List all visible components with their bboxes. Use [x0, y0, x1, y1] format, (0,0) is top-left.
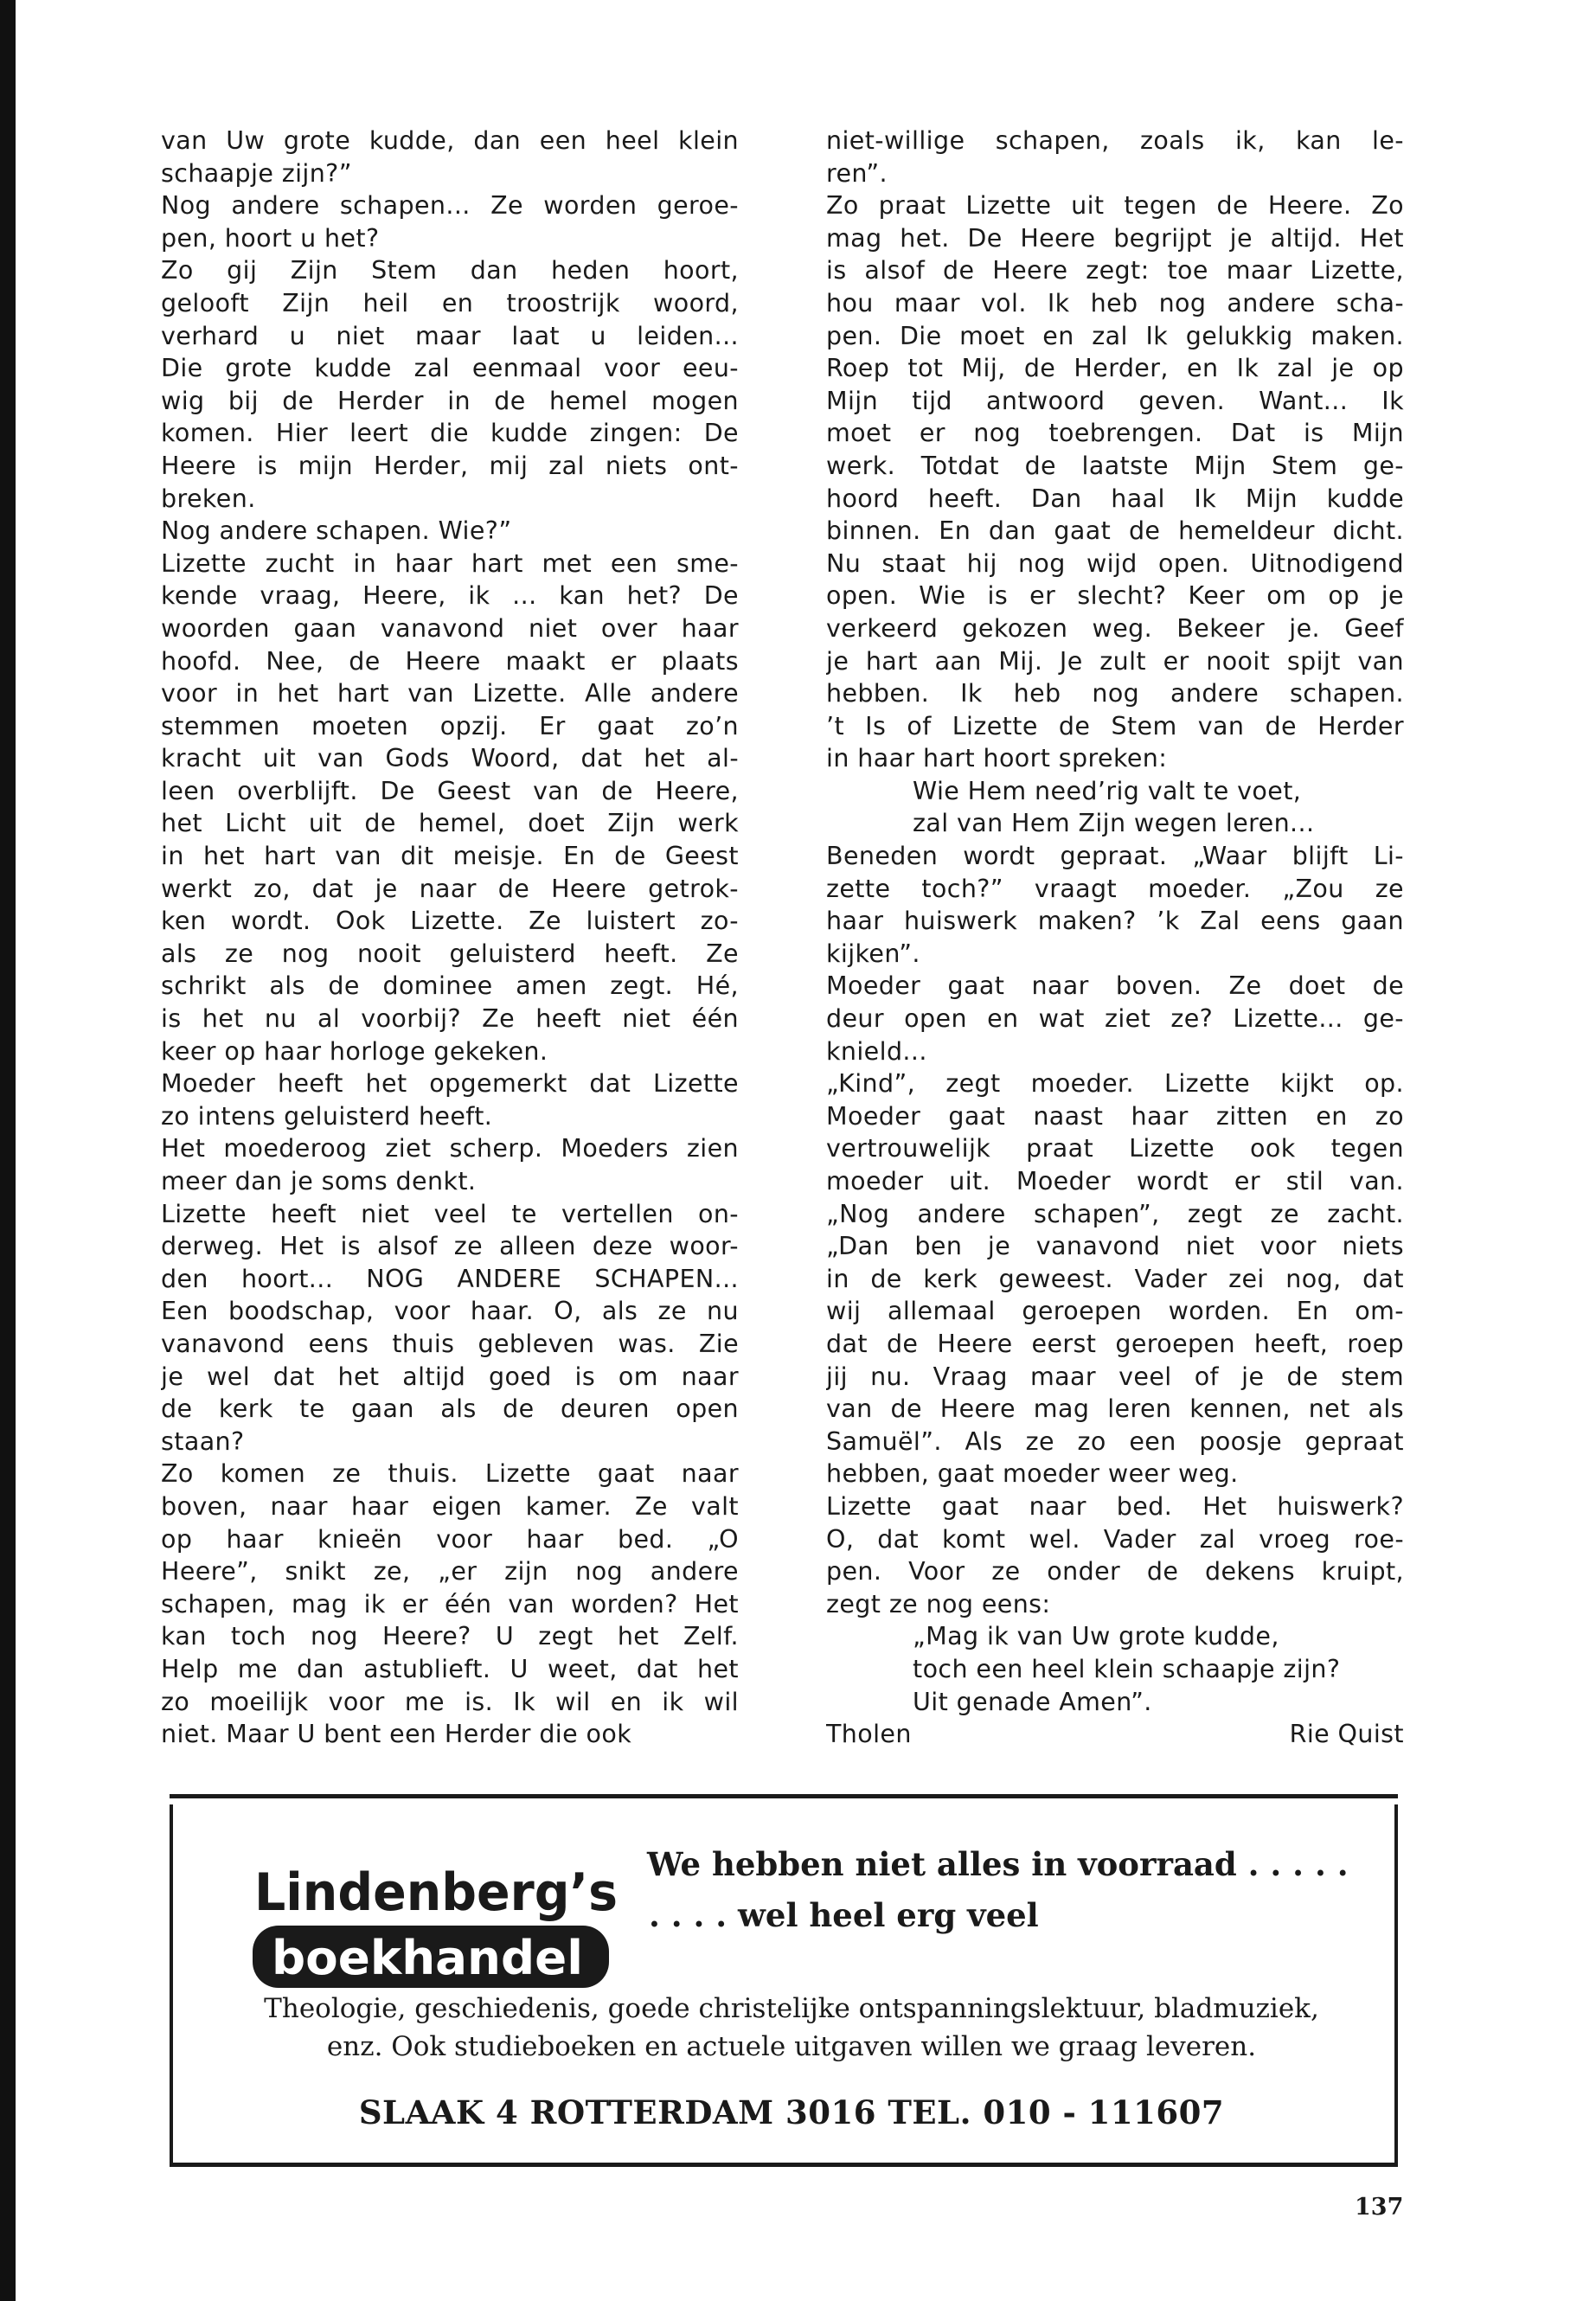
text-line: hebben, gaat moeder weer weg. [826, 1459, 1239, 1489]
ad-address: SLAAK 4 ROTTERDAM 3016 TEL. 010 - 111607 [358, 2093, 1225, 2131]
text-line: Moeder heeft het opgemerkt dat Lizette [161, 1069, 739, 1099]
text-line: mag het. De Heere begrijpt je altijd. Het [826, 223, 1404, 253]
text-line: verkeerd gekozen weg. Bekeer je. Geef [826, 613, 1404, 643]
text-line: kracht uit van Gods Woord, dat het al- [161, 744, 739, 773]
text-line: Heere”, snikt ze, „er zijn nog andere [161, 1557, 739, 1586]
ad-description-line1: Theologie, geschiedenis, goede christelijke ontspanningslektuur, bladmuziek, [264, 1993, 1319, 2024]
text-line: knield... [826, 1036, 927, 1066]
text-line: van de Heere mag leren kennen, net als [826, 1394, 1404, 1424]
text-line: binnen. En dan gaat de hemeldeur dicht. [826, 516, 1404, 546]
text-line: Zo komen ze thuis. Lizette gaat naar [161, 1459, 739, 1489]
text-line: in het hart van dit meisje. En de Geest [161, 842, 739, 871]
signature-place: Tholen [826, 1720, 912, 1749]
text-line: Een boodschap, voor haar. O, als ze nu [161, 1297, 739, 1326]
text-line: in haar hart hoort spreken: [826, 744, 1168, 773]
text-line: is alsof de Heere zegt: toe maar Lizette, [826, 256, 1404, 285]
text-line: wig bij de Herder in de hemel mogen [161, 386, 739, 415]
text-line: zo moeilijk voor me is. Ik wil en ik wil [161, 1687, 739, 1716]
text-line: ’t Is of Lizette de Stem van de Herder [826, 711, 1404, 740]
text-line: de kerk te gaan als de deuren open [161, 1394, 739, 1424]
text-line: moeder uit. Moeder wordt er stil van. [826, 1167, 1404, 1195]
text-line: op haar knieën voor haar bed. „O [161, 1524, 739, 1554]
text-line: boven, naar haar eigen kamer. Ze valt [161, 1491, 739, 1521]
text-line: het Licht uit de hemel, doet Zijn werk [161, 809, 739, 838]
text-line: Het moederoog ziet scherp. Moeders zien [161, 1134, 739, 1163]
text-line: jij nu. Vraag maar veel of je de stem [826, 1362, 1404, 1391]
text-line: hou maar vol. Ik heb nog andere scha- [826, 288, 1404, 317]
text-line: pen. Die moet en zal Ik gelukkig maken. [826, 321, 1404, 350]
text-line: als ze nog nooit geluisterd heeft. Ze [161, 939, 739, 968]
text-line: hoofd. Nee, de Heere maakt er plaats [161, 646, 739, 676]
text-line: niet. Maar U bent een Herder die ook [161, 1720, 632, 1749]
text-line: werkt zo, dat je naar de Heere getrok- [161, 874, 739, 903]
text-line: ken wordt. Ook Lizette. Ze luistert zo- [161, 907, 739, 936]
text-line: „Kind”, zegt moeder. Lizette kijkt op. [826, 1069, 1404, 1099]
text-line: Uit genade Amen”. [913, 1687, 1152, 1716]
text-line: Moeder gaat naar boven. Ze doet de [826, 971, 1404, 1001]
text-line: Heere is mijn Herder, mij zal niets ont- [161, 451, 739, 480]
text-line: Roep tot Mij, de Herder, en Ik zal je op [826, 354, 1404, 383]
text-line: deur open en wat ziet ze? Lizette... ge- [826, 1004, 1404, 1034]
text-line: Nog andere schapen... Ze worden geroe- [161, 191, 739, 221]
text-line: staan? [161, 1426, 245, 1456]
text-line: schrikt als de dominee amen zegt. Hé, [161, 971, 739, 1001]
text-line: schaapje zijn?” [161, 158, 352, 188]
text-line: schapen, mag ik er één van worden? Het [161, 1589, 739, 1618]
text-line: Moeder gaat naast haar zitten en zo [826, 1101, 1404, 1131]
text-line: toch een heel klein schaapje zijn? [913, 1654, 1341, 1683]
signature-author: Rie Quist [1289, 1720, 1404, 1749]
text-line: Lizette zucht in haar hart met een sme- [161, 548, 739, 578]
text-line: Nog andere schapen. Wie?” [161, 516, 512, 546]
text-line: je hart aan Mij. Je zult er nooit spijt van [826, 646, 1404, 676]
text-line: moet er nog toebrengen. Dat is Mijn [826, 419, 1404, 448]
text-line: hebben. Ik heb nog andere schapen. [826, 679, 1404, 708]
text-line: derweg. Het is alsof ze alleen deze woor- [161, 1232, 739, 1261]
text-line: open. Wie is er slecht? Keer om op je [826, 581, 1404, 611]
logo-line1: Lindenberg’s [254, 1862, 618, 1923]
text-line: zo intens geluisterd heeft. [161, 1101, 493, 1131]
text-line: Nu staat hij nog wijd open. Uitnodigend [826, 548, 1404, 578]
text-line: stemmen moeten opzij. Er gaat zo’n [161, 711, 739, 740]
text-line: vertrouwelijk praat Lizette ook tegen [826, 1134, 1404, 1163]
text-line: breken. [161, 484, 256, 513]
text-line: Zo praat Lizette uit tegen de Heere. Zo [826, 191, 1404, 221]
text-line: vanavond eens thuis gebleven was. Zie [161, 1329, 739, 1358]
text-line: Mijn tijd antwoord geven. Want... Ik [826, 386, 1404, 415]
text-line: „Dan ben je vanavond niet voor niets [826, 1232, 1404, 1261]
ad-slogan-line1: We hebben niet alles in voorraad . . . . . [647, 1845, 1349, 1883]
text-line: wij allemaal geroepen worden. En om- [826, 1297, 1404, 1326]
text-line: „Nog andere schapen”, zegt ze zacht. [826, 1199, 1404, 1228]
ad-description-line2: enz. Ook studieboeken en actuele uitgaven willen we graag leveren. [326, 2031, 1257, 2062]
text-line: dat de Heere eerst geroepen heeft, roep [826, 1329, 1404, 1358]
article-left-column [161, 125, 739, 1751]
page-number: 137 [1355, 2194, 1404, 2221]
text-line: leen overblijft. De Geest van de Heere, [161, 776, 739, 805]
text-line: ren”. [826, 158, 888, 188]
text-line: verhard u niet maar laat u leiden... [161, 321, 739, 350]
text-line: Lizette heeft niet veel te vertellen on- [161, 1199, 739, 1228]
text-line: je wel dat het altijd goed is om naar [161, 1362, 739, 1391]
text-line: Zo gij Zijn Stem dan heden hoort, [161, 256, 739, 285]
text-line: Help me dan astublieft. U weet, dat het [161, 1654, 739, 1683]
text-line: van Uw grote kudde, dan een heel klein [161, 126, 739, 155]
text-line: pen, hoort u het? [161, 223, 380, 253]
signature-line [826, 1718, 1404, 1751]
ad-description [199, 1990, 1384, 2066]
text-line: hoord heeft. Dan haal Ik Mijn kudde [826, 484, 1404, 513]
text-line: zette toch?” vraagt moeder. „Zou ze [826, 874, 1404, 903]
article-right-column [826, 125, 1404, 1751]
scan-edge [0, 0, 16, 2301]
text-line: werk. Totdat de laatste Mijn Stem ge- [826, 451, 1404, 480]
text-line: woorden gaan vanavond niet over haar [161, 613, 739, 643]
text-line: is het nu al voorbij? Ze heeft niet één [161, 1004, 739, 1034]
text-line: Wie Hem need’rig valt te voet, [913, 776, 1302, 805]
text-line: Lizette gaat naar bed. Het huiswerk? [826, 1491, 1404, 1521]
text-line: Die grote kudde zal eenmaal voor eeu- [161, 354, 739, 383]
text-line: pen. Voor ze onder de dekens kruipt, [826, 1557, 1404, 1586]
text-line: kan toch nog Heere? U zegt het Zelf. [161, 1622, 739, 1651]
text-line: O, dat komt wel. Vader zal vroeg roe- [826, 1524, 1404, 1554]
text-line: keer op haar horloge gekeken. [161, 1036, 548, 1066]
text-line: den hoort... NOG ANDERE SCHAPEN... [161, 1264, 739, 1293]
text-line: haar huiswerk maken? ’k Zal eens gaan [826, 907, 1404, 936]
text-line: meer dan je soms denkt. [161, 1167, 477, 1195]
text-line: „Mag ik van Uw grote kudde, [913, 1622, 1279, 1651]
logo-line2: boekhandel [272, 1931, 583, 1985]
text-line: in de kerk geweest. Vader zei nog, dat [826, 1264, 1404, 1293]
ad-top-rule [170, 1794, 1398, 1798]
text-line: zegt ze nog eens: [826, 1589, 1051, 1618]
text-line: gelooft Zijn heil en troostrijk woord, [161, 288, 739, 317]
text-line: komen. Hier leert die kudde zingen: De [161, 419, 739, 448]
text-line: Beneden wordt gepraat. „Waar blijft Li- [826, 842, 1404, 871]
text-line: kende vraag, Heere, ik ... kan het? De [161, 581, 739, 611]
text-line: voor in het hart van Lizette. Alle andere [161, 679, 739, 708]
text-line: zal van Hem Zijn wegen leren... [913, 809, 1315, 838]
text-line: Samuël”. Als ze zo een poosje gepraat [826, 1426, 1404, 1456]
bookshop-logo [249, 1836, 630, 2000]
ad-slogan-line2: . . . . wel heel erg veel [649, 1896, 1039, 1934]
text-line: kijken”. [826, 939, 920, 968]
text-line: niet-willige schapen, zoals ik, kan le- [826, 126, 1404, 155]
